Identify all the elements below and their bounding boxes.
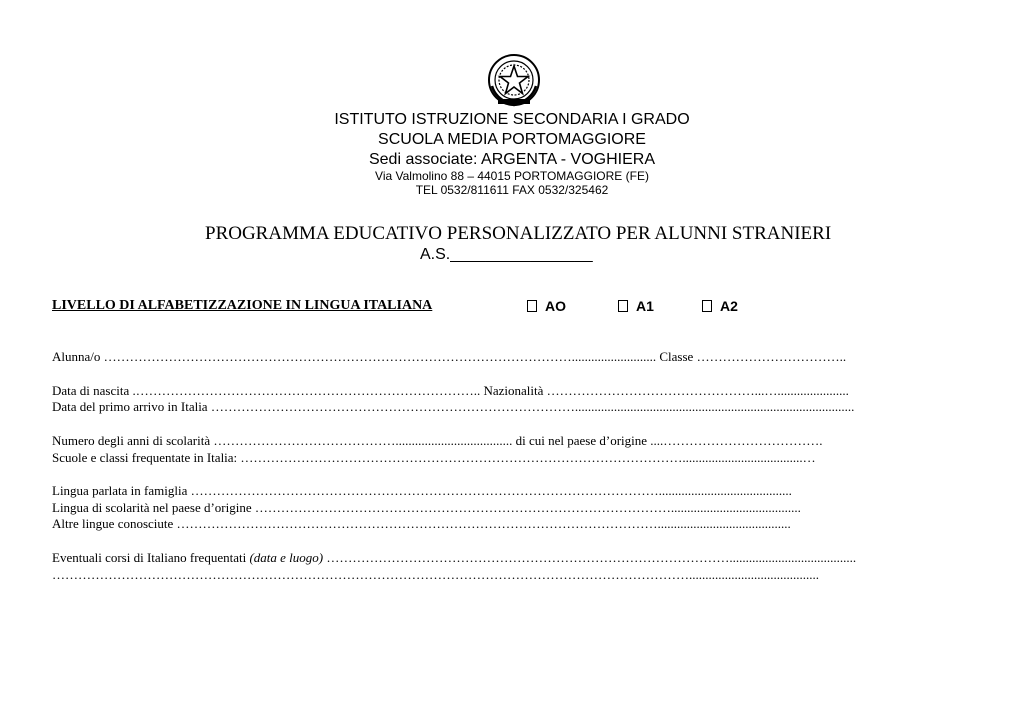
associated-sites: Sedi associate: ARGENTA - VOGHIERA — [368, 151, 656, 168]
italian-courses-field[interactable] — [52, 550, 924, 566]
italian-courses-continuation[interactable]: …………………………………………………………………………………………………………………………………........................................ — [52, 567, 819, 582]
institute-name: ISTITUTO ISTRUZIONE SECONDARIA I GRADO — [334, 111, 690, 128]
republic-emblem-icon — [486, 52, 542, 108]
schooling-years-field[interactable]: Numero degli anni di scolarità …………………………………….................................... di cui nel paese d’origine ....………………………………. — [52, 433, 823, 448]
family-language-field[interactable]: Lingua parlata in famiglia ………………………………………………………………………………………………......................................... — [52, 483, 792, 498]
level-option-label: A2 — [720, 298, 738, 314]
italian-schools-field[interactable]: Scuole e classi frequentate in Italia: ………………………………………………………………………………………….....................................… — [52, 450, 816, 465]
checkbox-icon[interactable] — [618, 300, 628, 312]
italian-courses-hint: (data e luogo) — [249, 550, 324, 565]
level-option-label: AO — [545, 298, 566, 314]
checkbox-icon[interactable] — [702, 300, 712, 312]
school-name: SCUOLA MEDIA PORTOMAGGIORE — [378, 131, 646, 148]
other-languages-field[interactable]: Altre lingue conosciute …………………………………………………………………………………………………......................................... — [52, 516, 791, 531]
school-year-field[interactable]: A.S.________________ — [420, 246, 593, 263]
italian-courses-dots: …………………………………………………………………………………....................................... — [323, 550, 857, 565]
level-option-a1[interactable] — [618, 298, 654, 314]
level-option-label: A1 — [636, 298, 654, 314]
student-name-field[interactable]: Alunna/o ……………………………………………………………………………………………….......................... Classe …………………………….. — [52, 349, 847, 364]
arrival-date-field[interactable]: Data del primo arrivo in Italia …………………………………………………………………………...................................................................................... — [52, 399, 855, 414]
schooling-language-field[interactable]: Lingua di scolarità nel paese d’origine ……………………………………………………………………………………........................................ — [52, 500, 801, 515]
document-title: PROGRAMMA EDUCATIVO PERSONALIZZATO PER ALUNNI STRANIERI — [205, 223, 832, 244]
literacy-level-label: LIVELLO DI ALFABETIZZAZIONE IN LINGUA ITALIANA — [52, 298, 433, 313]
school-contacts: TEL 0532/811611 FAX 0532/325462 — [415, 183, 609, 197]
checkbox-icon[interactable] — [527, 300, 537, 312]
italian-courses-label: Eventuali corsi di Italiano frequentati — [52, 550, 250, 565]
school-address: Via Valmolino 88 – 44015 PORTOMAGGIORE (FE) — [375, 169, 649, 183]
level-option-ao[interactable] — [527, 298, 566, 314]
birth-date-field[interactable]: Data di nascita .…………………………………………………………………….. Nazionalità …………………………………………...…...................... — [52, 383, 849, 398]
level-option-a2[interactable] — [702, 298, 738, 314]
